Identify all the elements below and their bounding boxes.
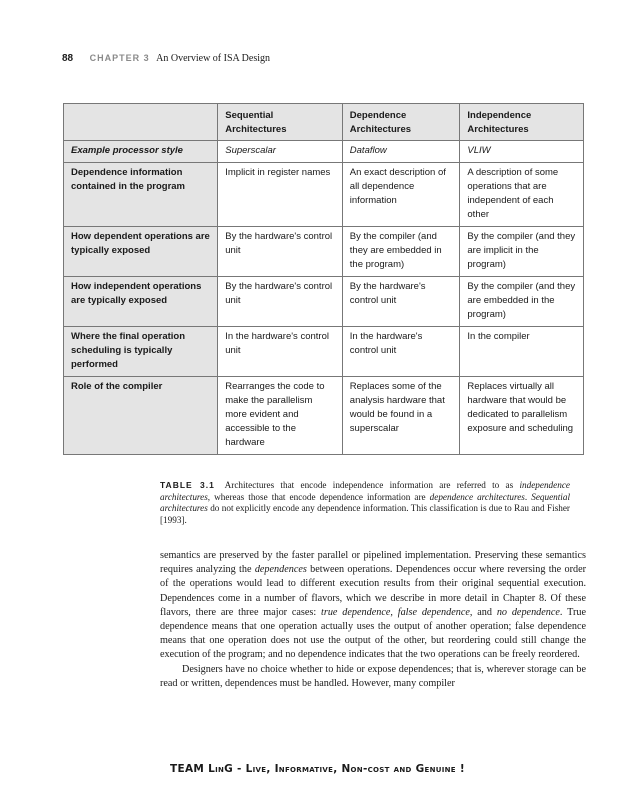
table-cell: In the hardware's control unit [342,327,460,377]
table-cell: Replaces some of the analysis hardware that would be found in a superscalar [342,377,460,455]
table-row [64,327,584,377]
table-cell: Replaces virtually all hardware that would be dedicated to parallelism exposure and scheduling [460,377,584,455]
table-cell: Implicit in register names [218,163,343,227]
text-run: between operations. Dependences occur where reversing the order of the operations would lead to different execution results from their original sequential execution. Dependences come in a number of flavors, which we describe in more detail in Chapter 8. Of these flavors, there are three major cases: [160,564,586,618]
chapter-label: CHAPTER 3 [89,53,150,63]
footer-banner: TEAM LinG - Live, Informative, Non-cost and Genuine ! [170,763,465,775]
table-cell: Rearranges the code to make the parallelism more evident and accessible to the hardware [218,377,343,455]
table-row [64,377,584,455]
column-header: Independence Architectures [460,104,584,141]
caption-text: , whereas those that encode dependence information are [207,491,430,502]
caption-term: independence architectures [160,480,570,502]
paragraph [160,549,586,663]
row-header: Dependence information contained in the program [64,163,218,227]
row-header: Role of the compiler [64,377,218,455]
emphasis: true dependence [321,606,391,618]
table-cell: Dataflow [342,141,460,163]
chapter-title: An Overview of ISA Design [156,53,271,64]
column-header: Dependence Architectures [342,104,460,141]
table-cell: Superscalar [218,141,343,163]
emphasis: false dependence [397,606,470,618]
table-header-row [64,104,584,141]
paragraph: Designers have no choice whether to hide or expose dependences; that is, wherever storage can be read or written, dependences must be handled. However, many compiler [160,663,586,689]
page-number: 88 [62,53,74,64]
table-corner-cell [64,104,218,141]
table-cell: An exact description of all dependence information [342,163,460,227]
table-cell: By the compiler (and they are embedded in the program) [460,277,584,327]
caption-term: dependence architectures [429,491,525,502]
caption-text: Architectures that encode independence information are referred to as [224,480,520,490]
row-header: Example processor style [64,141,218,163]
row-header: How independent operations are typically exposed [64,277,218,327]
column-header: Sequential Architectures [218,104,343,141]
text-run: , and [469,606,497,618]
table-cell: A description of some operations that are independent of each other [460,163,584,227]
text-run: semantics are preserved by the faster parallel or pipelined implementation. Preserving these semantics requires analyzing the [160,550,586,576]
caption-label: TABLE 3.1 [160,480,215,490]
text-run: , [390,606,398,618]
table-row [64,277,584,327]
table-cell: By the compiler (and they are embedded in the program) [342,227,460,277]
body-text [160,549,586,691]
caption-term: Sequential architectures [160,491,571,514]
row-header: How dependent operations are typically exposed [64,227,218,277]
table-row [64,163,584,227]
table-cell: VLIW [460,141,584,163]
table-cell: By the hardware's control unit [342,277,460,327]
page-header [62,53,270,64]
emphasis: dependences [254,564,307,576]
row-header: Where the final operation scheduling is typically performed [64,327,218,377]
architecture-comparison-table [63,103,584,455]
table-cell: By the hardware's control unit [218,277,343,327]
table-row [64,227,584,277]
text-run: . True dependence means that one operation actually uses the output of another operation; false dependence means that one operation does not use the output of the other, but reordering could still change the execution of the program; and no dependence indicates that the two operations can be freely reordered. [160,606,586,661]
table-caption [160,480,570,527]
caption-text: do not explicitly encode any dependence information. This classification is due to Rau and Fisher [1993]. [160,503,570,526]
caption-text: . [524,491,532,502]
table-cell: By the hardware's control unit [218,227,343,277]
table-cell: In the compiler [460,327,584,377]
table-cell: In the hardware's control unit [218,327,343,377]
table-row [64,141,584,163]
table-cell: By the compiler (and they are implicit in the program) [460,227,584,277]
emphasis: no dependence [496,606,560,618]
